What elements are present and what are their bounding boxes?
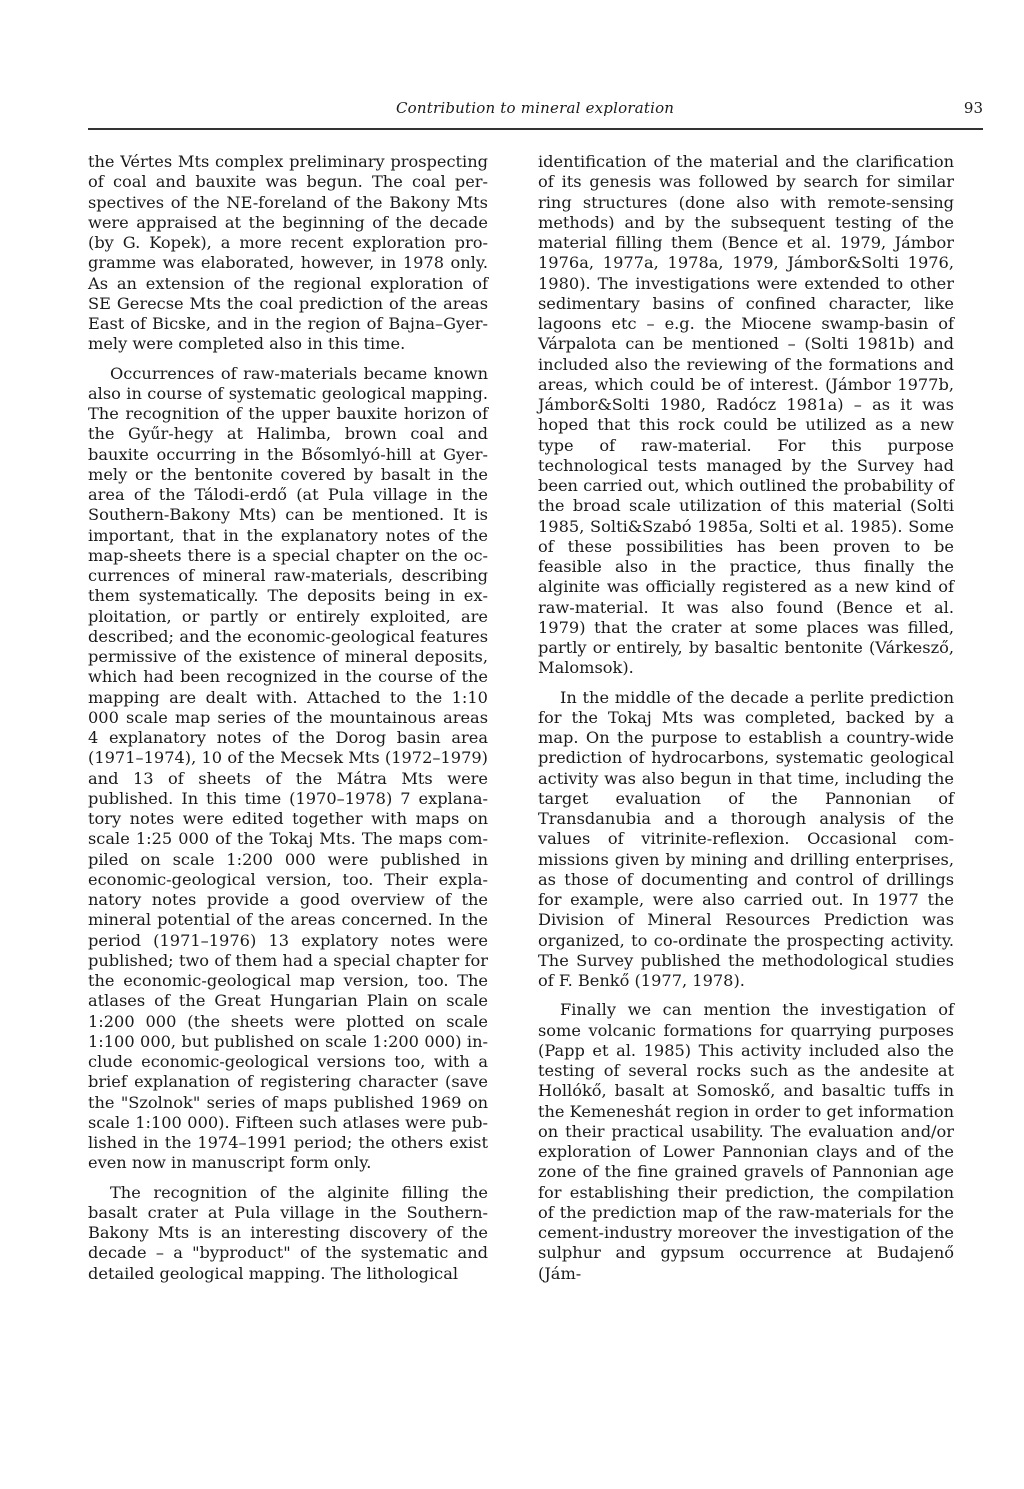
paragraph: In the middle of the decade a perlite prediction for the Tokaj Mts was completed, backed by a map. On the purpose to establish a country-wide prediction of hydrocarbons, systematic geological activity was also begun in that time, including the target evaluation of the Pannonian of Transdanubia and a thorough analysis of the values of vitrinite-reflexion. Occasional commissions given by mining and drilling enterprises, as those of documenting and control of drillings for example, were also carried out. In 1977 the Division of Mineral Resources Prediction was organized, to co-ordinate the prospecting activity. The Survey published the methodological studies of F. Benkő (1977, 1978).	[538, 687, 954, 990]
paragraph: Occurrences of raw-materials became known also in course of systematic geological mapping. The recognition of the upper bauxite horizon of the Gyűr-hegy at Halimba, brown coal and bauxite occurring in the Bősomlyó-hill at Gyermely or the bentonite covered by basalt in the area of the Tálodi-erdő (at Pula village in the Southern-Bakony Mts) can be mentioned. It is important, that in the explanatory notes of the map-sheets there is a special chapter on the occurrences of mineral raw-materials, describing them systematically. The deposits being in exploitation, or partly or entirely exploited, are described; and the economic-geological features permissive of the existence of mineral deposits, which had been recognized in the course of the mapping are dealt with. Attached to the 1:10 000 scale map series of the mountainous areas 4 explanatory notes of the Dorog basin area (1971–1974), 10 of the Mecsek Mts (1972–1979) and 13 of sheets of the Mátra Mts were published. In this time (1970–1978) 7 explanatory notes were edited together with maps on scale 1:25 000 of the Tokaj Mts. The maps compiled on scale 1:200 000 were published in economic-geological version, too. Their explanatory notes provide a good overview of the mineral potential of the areas concerned. In the period (1971–1976) 13 explatory notes were published; two of them had a special chapter for the economic-geological map version, too. The atlases of the Great Hungarian Plain on scale 1:200 000 (the sheets were plotted on scale 1:100 000, but published on scale 1:200 000) include economic-geological versions too, with a brief explanation of registering character (save the "Szolnok" series of maps published 1969 on scale 1:100 000). Fifteen such atlases were published in the 1974–1991 period; the others exist even now in manuscript form only.	[88, 363, 488, 1173]
running-title: Contribution to mineral exploration	[396, 99, 675, 117]
running-header	[88, 98, 983, 130]
paragraph: identification of the material and the clarification of its genesis was followed by search for similar ring structures (done also with remote-sensing methods) and by the subsequent testing of the material filling them (Bence et al. 1979, Jámbor 1976a, 1977a, 1978a, 1979, Jámbor&Solti 1976, 1980). The investigations were extended to other sedimentary basins of confined character, like lagoons etc – e.g. the Miocene swamp-basin of Várpalota can be mentioned – (Solti 1981b) and included also the reviewing of the formations and areas, which could be of interest. (Jámbor 1977b, Jámbor&Solti 1980, Radócz 1981a) – as it was hoped that this rock could be utilized as a new type of raw-material. For this purpose technological tests managed by the Survey had been carried out, which outlined the probability of the broad scale utilization of this material (Solti 1985, Solti&Szabó 1985a, Solti et al. 1985). Some of these possibilities has been proven to be feasible also in the practice, thus finally the alginite was officially registered as a new kind of raw-material. It was also found (Bence et al. 1979) that the crater at some places was filled, partly or entirely, by basaltic bentonite (Várkesző, Malomsok).	[538, 152, 954, 678]
paragraph: Finally we can mention the investigation of some volcanic formations for quarrying purposes (Papp et al. 1985) This activity included also the testing of several rocks such as the andesite at Hollókő, basalt at Somoskő, and basaltic tuffs in the Kemeneshát region in order to get information on their practical usability. The evaluation and/or exploration of Lower Pannonian clays and of the zone of the fine grained gravels of Pannonian age for establishing their prediction, the compilation of the prediction map of the raw-materials for the cement-industry moreover the investigation of the sulphur and gypsum occurrence at Budajenő (Jám-	[538, 1000, 955, 1283]
left-column	[88, 152, 488, 1284]
right-column	[538, 152, 954, 1284]
page-number: 93	[963, 99, 983, 117]
paragraph: the Vértes Mts complex preliminary prospecting of coal and bauxite was begun. The coal perspectives of the NE-foreland of the Bakony Mts were appraised at the beginning of the decade (by G. Kopek), a more recent exploration programme was elaborated, however, in 1978 only. As an extension of the regional exploration of SE Gerecse Mts the coal prediction of the areas East of Bicske, and in the region of Bajna–Gyermely were completed also in this time.	[88, 152, 488, 354]
paragraph: The recognition of the alginite filling the basalt crater at Pula village in the Southern-Bakony Mts is an interesting discovery of the decade – a "byproduct" of the systematic and detailed geological mapping. The lithological	[88, 1182, 488, 1283]
